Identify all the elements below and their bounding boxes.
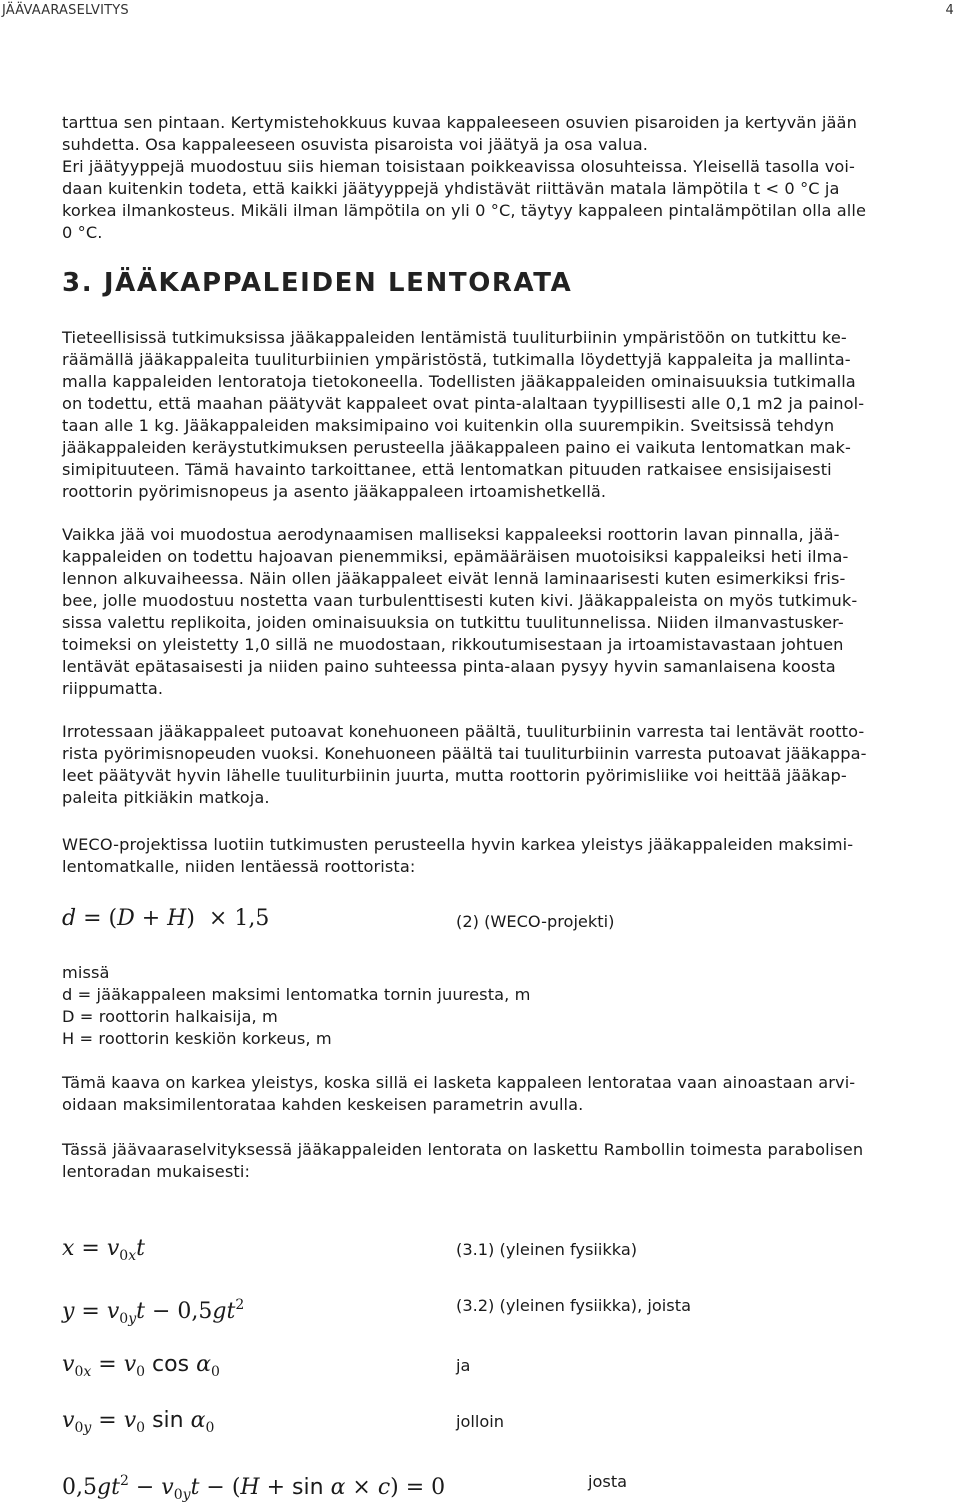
- paragraph-line: rista pyörimisnopeuden vuoksi. Konehuoneen päältä tai tuuliturbiinin varresta putoavat jääkappa-: [62, 744, 867, 763]
- equation-v0x: $v_{0x} = v_0$ $\cos \alpha_0$: [62, 1352, 220, 1380]
- equation-y-label: (3.2) (yleinen fysiikka), joista: [456, 1296, 692, 1315]
- equation-x: $x = v_{0x}t$: [62, 1236, 145, 1264]
- paragraph-line: paleita pitkiäkin matkoja.: [62, 788, 270, 807]
- equation-final: $0,5gt^2 - v_{0y}t - (H + \sin \alpha \times c) = 0$: [62, 1473, 446, 1503]
- page-number: 4: [945, 3, 954, 18]
- intro-line: Eri jäätyyppejä muodostuu siis hieman toisistaan poikkeavissa olosuhteissa. Yleisellä tasolla voi-: [62, 157, 855, 176]
- definition-line: D = roottorin halkaisija, m: [62, 1007, 278, 1026]
- paragraph-line: lentävät epätasaisesti ja niiden paino suhteessa pinta-alaan pysyy hyvin samanlaisena koosta: [62, 657, 836, 676]
- paragraph-line: Irrotessaan jääkappaleet putoavat konehuoneen päältä, tuuliturbiinin varresta tai lentävät rootto-: [62, 722, 865, 741]
- equation-final-label: josta: [588, 1472, 628, 1491]
- section-heading: 3. JÄÄKAPPALEIDEN LENTORATA: [62, 268, 573, 298]
- paragraph-line: jääkappaleiden keräystutkimuksen perusteella jääkappaleen paino ei vaikuta lentomatkan mak-: [62, 438, 851, 457]
- equation-v0x-label: ja: [456, 1356, 471, 1375]
- definition-line: missä: [62, 963, 110, 982]
- paragraph-line: kappaleiden on todettu hajoavan pienemmiksi, epämääräisen muotoisiksi kappaleiksi heti ilma-: [62, 547, 849, 566]
- intro-line: 0 °C.: [62, 223, 103, 242]
- paragraph-line: simipituuteen. Tämä havainto tarkoittanee, että lentomatkan pituuden ratkaisee ensisijaisesti: [62, 460, 832, 479]
- definition-line: d = jääkappaleen maksimi lentomatka tornin juuresta, m: [62, 985, 531, 1004]
- intro-line: daan kuitenkin todeta, että kaikki jäätyyppejä yhdistävät riittävän matala lämpötila t < 0 °C ja: [62, 179, 840, 198]
- paragraph-line: on todettu, että maahan päätyvät kappaleet ovat pinta-alaltaan tyypillisesti alle 0,1 m2 ja painol-: [62, 394, 865, 413]
- paragraph-line: bee, jolle muodostuu nostetta vaan turbulenttisesti kuten kivi. Jääkappaleista on myös tutkimuk-: [62, 591, 858, 610]
- paragraph-line: WECO-projektissa luotiin tutkimusten perusteella hyvin karkea yleistys jääkappaleiden maksimi-: [62, 835, 854, 854]
- paragraph-line: Vaikka jää voi muodostua aerodynaamisen malliseksi kappaleeksi roottorin lavan pinnalla, jää-: [62, 525, 840, 544]
- paragraph-line: lentoradan mukaisesti:: [62, 1162, 251, 1181]
- paragraph-line: Tieteellisissä tutkimuksissa jääkappaleiden lentämistä tuuliturbiinin ympäristöön on tutkittu ke-: [62, 328, 847, 347]
- intro-line: tarttua sen pintaan. Kertymistehokkuus kuvaa kappaleeseen osuvien pisaroiden ja kertyvän jään: [62, 113, 857, 132]
- paragraph-line: lentomatkalle, niiden lentäessä roottorista:: [62, 857, 416, 876]
- intro-line: suhdetta. Osa kappaleeseen osuvista pisaroista voi jäätyä ja osa valua.: [62, 135, 649, 154]
- equation-y: $y = v_{0y}t - 0,5gt^2$: [62, 1297, 245, 1327]
- paragraph-line: lennon alkuvaiheessa. Näin ollen jääkappaleet eivät lennä laminaarisesti kuten esimerkiksi fris-: [62, 569, 846, 588]
- paragraph-line: oidaan maksimilentorataa kahden keskeisen parametrin avulla.: [62, 1095, 584, 1114]
- definition-line: H = roottorin keskiön korkeus, m: [62, 1029, 332, 1048]
- paragraph-line: sissa valettu replikoita, joiden ominaisuuksia on tutkittu tuulitunnelissa. Niiden ilmanvastusker-: [62, 613, 844, 632]
- paragraph-line: toimeksi on yleistetty 1,0 sillä ne muodostaan, rikkoutumisestaan ja irtoamistavastaan johtuen: [62, 635, 844, 654]
- paragraph-line: Tämä kaava on karkea yleistys, koska sillä ei lasketa kappaleen lentorataa vaan ainoastaan arvi-: [62, 1073, 856, 1092]
- paragraph-line: malla kappaleiden lentoratoja tietokoneella. Todellisten jääkappaleiden ominaisuuksia tutkimalla: [62, 372, 856, 391]
- paragraph-line: räämällä jääkappaleita tuuliturbiinien ympäristöstä, tutkimalla löydettyjä kappaleita ja mallinta-: [62, 350, 851, 369]
- equation-weco-label: (2) (WECO-projekti): [456, 912, 615, 931]
- equation-v0y: $v_{0y} = v_0$ $\sin \alpha_0$: [62, 1408, 215, 1436]
- equation-weco: d = (D + H) × 1,5: [62, 906, 270, 931]
- paragraph-line: Tässä jäävaaraselvityksessä jääkappaleiden lentorata on laskettu Rambollin toimesta parabolisen: [62, 1140, 864, 1159]
- equation-v0y-label: jolloin: [456, 1412, 505, 1431]
- equation-x-label: (3.1) (yleinen fysiikka): [456, 1240, 638, 1259]
- paragraph-line: leet päätyvät hyvin lähelle tuuliturbiinin juurta, mutta roottorin pyörimisliike voi heittää jääkap-: [62, 766, 847, 785]
- intro-line: korkea ilmankosteus. Mikäli ilman lämpötila on yli 0 °C, täytyy kappaleen pintalämpötilan olla alle: [62, 201, 867, 220]
- paragraph-line: riippumatta.: [62, 679, 164, 698]
- running-header-title: JÄÄVAARASELVITYS: [2, 3, 129, 18]
- paragraph-line: roottorin pyörimisnopeus ja asento jääkappaleen irtoamishetkellä.: [62, 482, 607, 501]
- paragraph-line: taan alle 1 kg. Jääkappaleiden maksimipaino voi kuitenkin olla suurempikin. Sveitsissä tehdyn: [62, 416, 835, 435]
